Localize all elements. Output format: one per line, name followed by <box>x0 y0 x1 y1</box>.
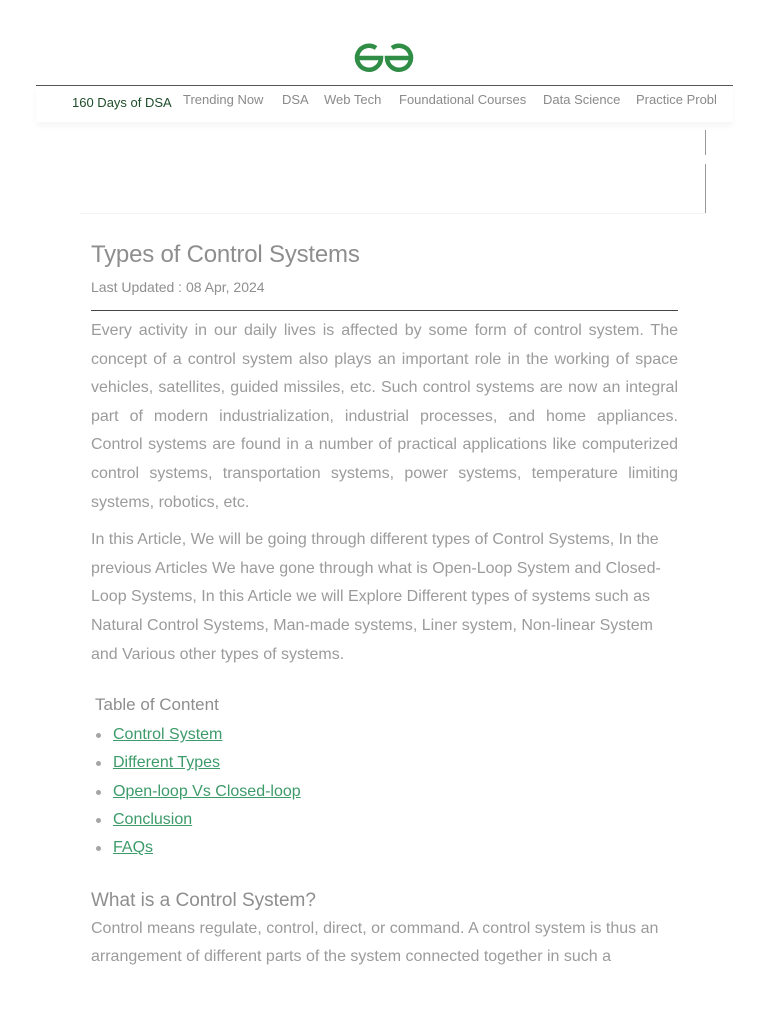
nav-item-practice-problems[interactable]: Practice Probl <box>636 92 717 107</box>
toc-title: Table of Content <box>95 695 219 715</box>
section-heading: What is a Control System? <box>91 889 316 911</box>
toc-item <box>91 834 678 862</box>
header-logo[interactable] <box>0 40 768 80</box>
toc-item <box>91 749 678 777</box>
nav-item-160-days-of-dsa[interactable]: 160 Days of DSA <box>72 95 172 110</box>
intro-paragraph: Every activity in our daily lives is affected by some form of control system. The concept of a control system also plays an important role in the working of space vehicles, satellites, guided missiles, etc. Such control systems are now an integral part of modern industrialization, industrial processes, and home appliances. Control systems are found in a number of practical applications like computerized control systems, transportation systems, power systems, temperature limiting systems, robotics, etc. <box>91 322 678 511</box>
toc-item <box>91 778 678 806</box>
toc-link-faqs[interactable]: FAQs <box>113 839 154 857</box>
last-updated: Last Updated : 08 Apr, 2024 <box>91 279 265 295</box>
title-divider <box>91 310 678 311</box>
geeksforgeeks-logo-icon[interactable] <box>354 40 414 76</box>
section-paragraph: Control means regulate, control, direct, or command. A control system is thus an arrangement of different parts of the system connected together in such a <box>91 919 659 966</box>
toc-link-different-types[interactable]: Different Types <box>113 754 221 772</box>
top-nav <box>36 86 733 122</box>
page-title: Types of Control Systems <box>91 241 360 268</box>
article <box>91 238 678 972</box>
toc-item <box>91 721 678 749</box>
intro-paragraph: In this Article, We will be going through different types of Control Systems, In the previous Articles We have gone through what is Open-Loop System and Closed-Loop Systems, In this Article we will Explore Different types of systems such as Natural Control Systems, Man-made systems, Liner system, Non-linear System and Various other types of systems. <box>91 531 661 663</box>
ad-border-segment <box>705 164 706 213</box>
nav-item-foundational-courses[interactable]: Foundational Courses <box>399 92 527 107</box>
table-of-contents <box>91 721 678 862</box>
nav-item-dsa[interactable]: DSA <box>282 92 309 107</box>
toc-link-open-vs-closed-loop[interactable]: Open-loop Vs Closed-loop <box>113 782 301 800</box>
nav-item-web-tech[interactable]: Web Tech <box>324 92 382 107</box>
ad-border-segment <box>705 130 706 155</box>
nav-item-data-science[interactable]: Data Science <box>543 92 621 107</box>
ad-placeholder <box>80 130 706 214</box>
bullet-icon <box>96 790 101 795</box>
bullet-icon <box>96 733 101 738</box>
bullet-icon <box>96 846 101 851</box>
bullet-icon <box>96 818 101 823</box>
bullet-icon <box>96 761 101 766</box>
nav-item-trending-now[interactable]: Trending Now <box>183 92 264 107</box>
toc-item <box>91 806 678 834</box>
toc-link-conclusion[interactable]: Conclusion <box>113 811 193 829</box>
toc-link-control-system[interactable]: Control System <box>113 726 223 744</box>
